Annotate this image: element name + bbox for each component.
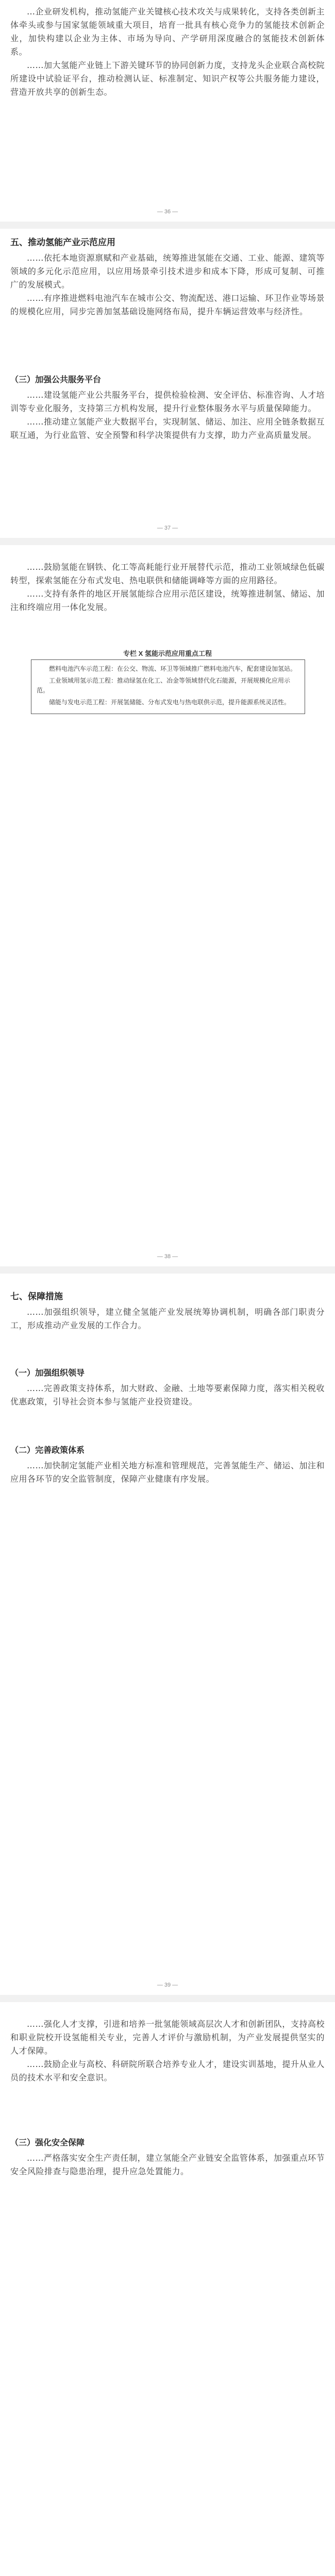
box-paragraph: 储能与发电示范工程：开展氢储能、分布式发电与热电联供示范，提升能源系统灵活性。 xyxy=(49,699,291,706)
document-page-1 xyxy=(0,0,335,222)
paragraph: …企业研发机构，推动氢能产业关键核心技术攻关与成果转化，支持各类创新主体牵头或参与国家氢能领域重大项目，培育一批具有核心竞争力的氢能技术创新企业，加快构建以企业为主体、市场为导向、产学研用深度融合的氢能技术创新体系。 xyxy=(10,7,325,57)
body-text xyxy=(10,1459,325,1486)
document-page-3 xyxy=(0,545,335,1266)
box-paragraph: 工业领域用氢示范工程：推动绿氢在化工、冶金等领域替代化石能源，开展规模化应用示范。 xyxy=(37,677,291,694)
body-text xyxy=(10,388,325,442)
paragraph: ……推动建立氢能产业大数据平台，实现制氢、储运、加注、应用全链条数据互联互通，为行业监管、安全预警和科学决策提供有力支撑，助力产业高质量发展。 xyxy=(10,417,325,440)
body-text xyxy=(10,561,325,614)
page-separator xyxy=(0,538,335,545)
box-title: 专栏 X 氢能示范应用重点工程 xyxy=(123,650,212,657)
section-heading: 七、保障措施 xyxy=(10,1292,63,1301)
document-page-2 xyxy=(0,229,335,538)
paragraph: ……有序推进燃料电池汽车在城市公交、物流配送、港口运输、环卫作业等场景的规模化应用，同步完善加氢基础设施网络布局，提升车辆运营效率与经济性。 xyxy=(10,293,325,316)
page-separator xyxy=(0,1995,335,2002)
document-page-5 xyxy=(0,2002,335,2576)
highlight-box xyxy=(31,659,305,714)
paragraph: ……鼓励企业与高校、科研院所联合培养专业人才，建设实训基地，提升从业人员的技术水平和安全意识。 xyxy=(10,2059,325,2082)
paragraph: ……强化人才支撑，引进和培养一批氢能领域高层次人才和创新团队，支持高校和职业院校开设氢能相关专业，完善人才评价与激励机制，为产业发展提供坚实的人才保障。 xyxy=(10,2019,325,2056)
body-text xyxy=(10,251,325,318)
section-heading: 五、推动氢能产业示范应用 xyxy=(10,238,115,247)
paragraph: ……建设氢能产业公共服务平台，提供检验检测、安全评估、标准咨询、人才培训等专业化服务，支持第三方机构发展，提升行业整体服务水平与质量保障能力。 xyxy=(10,390,325,413)
paragraph: ……依托本地资源禀赋和产业基础，统筹推进氢能在交通、工业、能源、建筑等领域的多元化示范应用，以应用场景牵引技术进步和成本下降，形成可复制、可推广的发展模式。 xyxy=(10,253,325,290)
paragraph: ……加强组织领导，建立健全氢能产业发展统筹协调机制，明确各部门职责分工，形成推动产业发展的工作合力。 xyxy=(10,1307,325,1330)
page-number: — 36 — xyxy=(157,209,178,215)
paragraph: ……加大氢能产业链上下游关键环节的协同创新力度，支持龙头企业联合高校院所建设中试验证平台，推动检测认证、标准制定、知识产权等公共服务能力建设，营造开放共享的创新生态。 xyxy=(10,60,325,97)
subsection-heading: （二）完善政策体系 xyxy=(10,1446,85,1455)
body-text xyxy=(10,2018,325,2084)
paragraph: ……完善政策支持体系，加大财政、金融、土地等要素保障力度，落实相关税收优惠政策，引导社会资本参与氢能产业投资建设。 xyxy=(10,1383,325,1406)
page-separator xyxy=(0,1266,335,1274)
document-page-4 xyxy=(0,1274,335,1995)
box-paragraph: 燃料电池汽车示范工程：在公交、物流、环卫等领域推广燃料电池汽车，配套建设加氢站。 xyxy=(49,665,297,672)
subsection-heading: （三）强化安全保障 xyxy=(10,2139,85,2147)
page-number: — 39 — xyxy=(157,1982,178,1988)
subsection-heading: （三）加强公共服务平台 xyxy=(10,376,102,384)
paragraph: ……支持有条件的地区开展氢能综合应用示范区建设，统筹推进制氢、储运、加注和终端应用一体化发展。 xyxy=(10,589,325,612)
page-number: — 38 — xyxy=(157,1253,178,1260)
body-text xyxy=(10,1382,325,1409)
body-text xyxy=(10,1306,325,1332)
paragraph: ……鼓励氢能在钢铁、化工等高耗能行业开展替代示范，推动工业领域绿色低碳转型，探索氢能在分布式发电、热电联供和储能调峰等方面的应用路径。 xyxy=(10,562,325,585)
subsection-heading: （一）加强组织领导 xyxy=(10,1369,85,1378)
page-separator xyxy=(0,222,335,229)
body-text xyxy=(10,2151,325,2178)
paragraph: ……加快制定氢能产业相关地方标准和管理规范，完善氢能生产、储运、加注和应用各环节的安全监管制度，保障产业健康有序发展。 xyxy=(10,1461,325,1484)
body-text xyxy=(10,5,325,99)
paragraph: ……严格落实安全生产责任制，建立氢能全产业链安全监管体系，加强重点环节安全风险排查与隐患治理，提升应急处置能力。 xyxy=(10,2153,325,2176)
page-number: — 37 — xyxy=(157,525,178,531)
